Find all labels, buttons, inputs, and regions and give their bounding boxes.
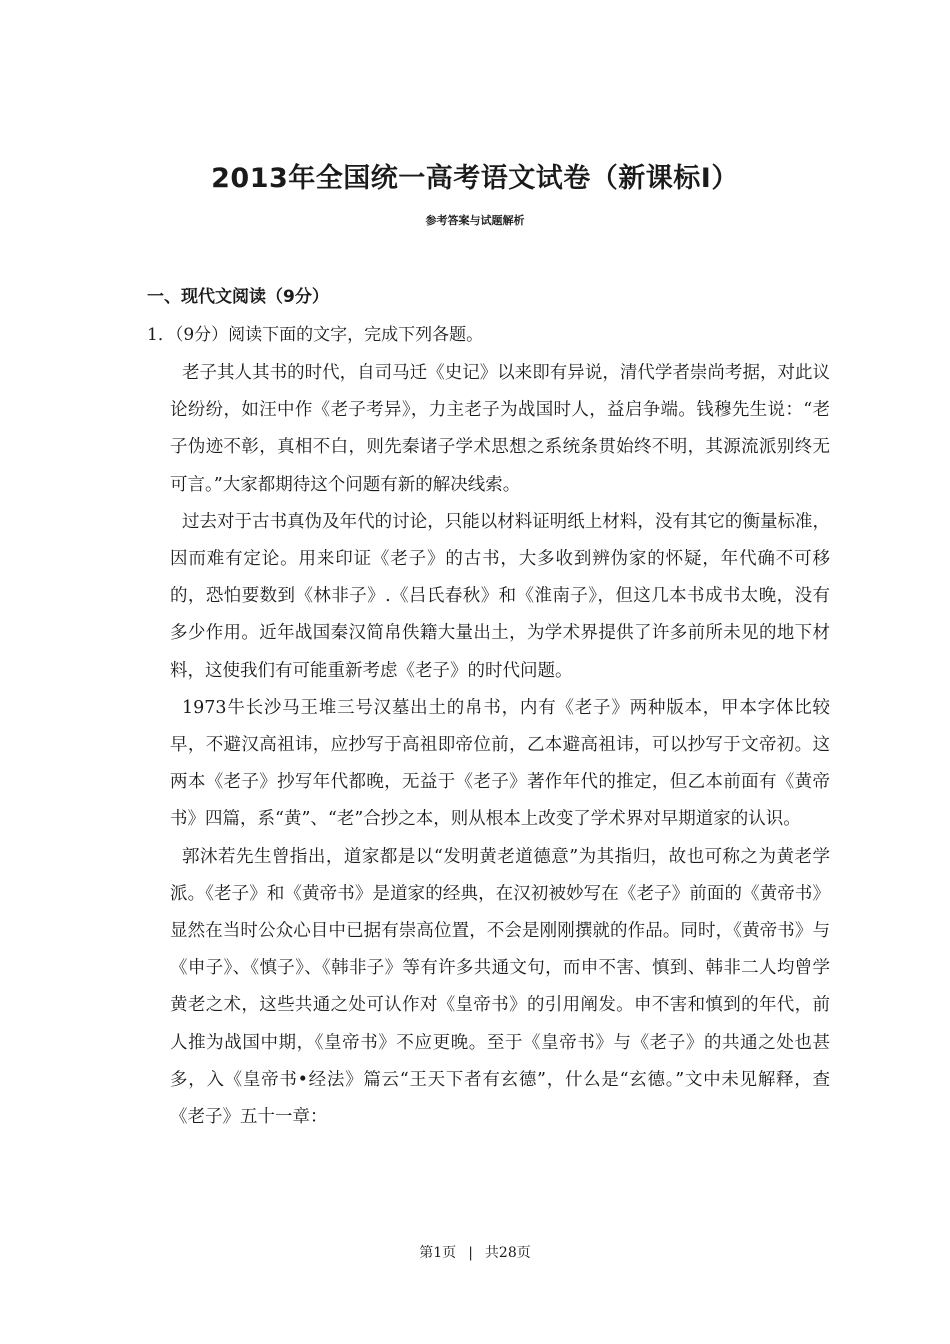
passage-paragraph-2: 过去对于古书真伪及年代的讨论，只能以材料证明纸上材料，没有其它的衡量标准，因而难有定论。用来印证《老子》的古书，大多收到辨伪家的怀疑，年代确不可移的，恐怕要数到《林非子》.《吕氏春秋》和《淮南子》，但这几本书成书太晚，没有多少作用。近年战国秦汉简帛佚籍大量出土，为学术界提供了许多前所未见的地下材料，这使我们有可能重新考虑《老子》的时代问题。 — [170, 511, 830, 681]
page-title: 2013年全国统一高考语文试卷（新课标Ⅰ） — [211, 163, 739, 194]
question-line — [147, 320, 483, 350]
reading-passage — [170, 355, 830, 1136]
footer-page-number: 第1页 — [419, 1245, 457, 1261]
question-number: 1． — [147, 325, 175, 345]
footer-total-pages: 共28页 — [484, 1245, 531, 1261]
page-subtitle: 参考答案与试题解析 — [425, 214, 525, 227]
footer-separator: | — [468, 1245, 473, 1261]
page-footer — [0, 1243, 950, 1263]
section-heading: 一、现代文阅读（9分） — [147, 287, 329, 307]
question-text: （9分）阅读下面的文字，完成下列各题。 — [174, 325, 484, 345]
passage-paragraph-3: 1973牛长沙马王堆三号汉墓出土的帛书，内有《老子》两种版本，甲本字体比较早，不避汉高祖讳，应抄写于高祖即帝位前，乙本避高祖讳，可以抄写于文帝初。这两本《老子》抄写年代都晚，无益于《老子》著作年代的推定，但乙本前面有《黄帝书》四篇，系“黄”、“老”合抄之本，则从根本上改变了学术界对早期道家的认识。 — [170, 697, 830, 830]
passage-paragraph-4: 郭沐若先生曾指出，道家都是以“发明黄老道德意”为其指归，故也可称之为黄老学派。《老子》和《黄帝书》是道家的经典，在汉初被妙写在《老子》前面的《黄帝书》显然在当时公众心目中已据有崇高位置，不会是刚刚撰就的作品。同时，《黄帝书》与《申子》、《慎子》、《韩非子》等有许多共通文句，而申不害、慎到、韩非二人均曾学黄老之术，这些共通之处可认作对《皇帝书》的引用阐发。申不害和慎到的年代，前人推为战国中期，《皇帝书》不应更晚。至于《皇帝书》与《老子》的共通之处也甚多，入《皇帝书•经法》篇云“王天下者有玄德”，什么是“玄德。”文中未见解释，查《老子》五十一章： — [170, 846, 830, 1128]
passage-paragraph-1: 老子其人其书的时代，自司马迁《史记》以来即有异说，清代学者崇尚考据，对此议论纷纷，如汪中作《老子考异》，力主老子为战国时人，益启争端。钱穆先生说：“老子伪迹不彰，真相不白，则先秦诸子学术思想之系统条贯始终不明，其源流派别终无可言。”大家都期待这个问题有新的解决线索。 — [170, 363, 830, 495]
